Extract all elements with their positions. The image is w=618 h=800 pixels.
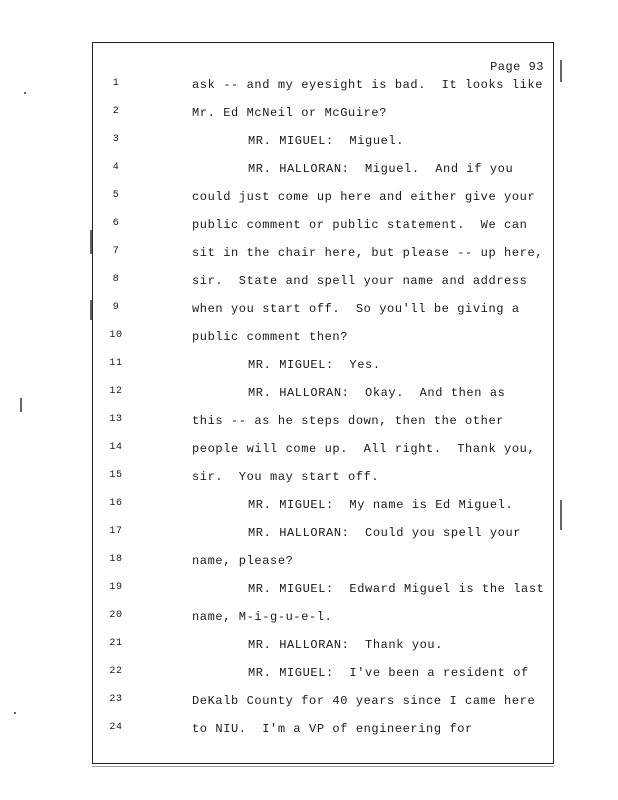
transcript-line bbox=[92, 274, 554, 302]
transcript-line bbox=[92, 554, 554, 582]
transcript-lines bbox=[92, 78, 554, 750]
line-text: when you start off. So you'll be giving a bbox=[192, 302, 520, 316]
line-text: public comment or public statement. We can bbox=[192, 218, 528, 232]
line-number: 23 bbox=[109, 694, 123, 705]
line-number: 18 bbox=[109, 554, 123, 565]
line-number: 13 bbox=[109, 414, 123, 425]
transcript-line bbox=[92, 526, 554, 554]
transcript-line bbox=[92, 666, 554, 694]
transcript-line bbox=[92, 722, 554, 750]
line-text: MR. HALLORAN: Could you spell your bbox=[248, 526, 522, 540]
scan-speck bbox=[90, 300, 92, 320]
scan-speck bbox=[14, 712, 16, 714]
line-text: people will come up. All right. Thank you, bbox=[192, 442, 536, 456]
transcript-line bbox=[92, 386, 554, 414]
transcript-line bbox=[92, 190, 554, 218]
scan-speck bbox=[560, 60, 562, 82]
line-text: MR. HALLORAN: Okay. And then as bbox=[248, 386, 506, 400]
line-text: MR. HALLORAN: Miguel. And if you bbox=[248, 162, 514, 176]
line-text: sir. State and spell your name and address bbox=[192, 274, 528, 288]
transcript-line bbox=[92, 330, 554, 358]
line-text: MR. HALLORAN: Thank you. bbox=[248, 638, 444, 652]
transcript-line bbox=[92, 442, 554, 470]
line-number: 22 bbox=[109, 666, 123, 677]
line-text: MR. MIGUEL: I've been a resident of bbox=[248, 666, 529, 680]
line-number: 1 bbox=[112, 78, 120, 89]
line-number: 8 bbox=[112, 274, 120, 285]
line-text: ask -- and my eyesight is bad. It looks like bbox=[192, 78, 544, 92]
line-text: could just come up here and either give your bbox=[192, 190, 536, 204]
transcript-line bbox=[92, 78, 554, 106]
line-text: MR. MIGUEL: My name is Ed Miguel. bbox=[248, 498, 514, 512]
transcript-line bbox=[92, 218, 554, 246]
line-number: 17 bbox=[109, 526, 123, 537]
page-number: Page 93 bbox=[490, 60, 544, 74]
line-number: 12 bbox=[109, 386, 123, 397]
line-text: MR. MIGUEL: Yes. bbox=[248, 358, 381, 372]
line-number: 14 bbox=[109, 442, 123, 453]
line-text: MR. MIGUEL: Edward Miguel is the last bbox=[248, 582, 545, 596]
line-number: 9 bbox=[112, 302, 120, 313]
line-number: 10 bbox=[109, 330, 123, 341]
line-number: 19 bbox=[109, 582, 123, 593]
transcript-line bbox=[92, 638, 554, 666]
scan-speck bbox=[560, 500, 562, 530]
transcript-line bbox=[92, 498, 554, 526]
bottom-rule bbox=[92, 766, 554, 767]
scan-speck bbox=[24, 92, 26, 94]
line-number: 6 bbox=[112, 218, 120, 229]
transcript-line bbox=[92, 414, 554, 442]
transcript-line bbox=[92, 162, 554, 190]
transcript-line bbox=[92, 246, 554, 274]
transcript-line bbox=[92, 358, 554, 386]
line-number: 15 bbox=[109, 470, 123, 481]
line-number: 2 bbox=[112, 106, 120, 117]
transcript-line bbox=[92, 302, 554, 330]
line-text: sir. You may start off. bbox=[192, 470, 380, 484]
transcript-line bbox=[92, 106, 554, 134]
line-number: 7 bbox=[112, 246, 120, 257]
line-number: 11 bbox=[109, 358, 123, 369]
line-number: 5 bbox=[112, 190, 120, 201]
scan-speck bbox=[90, 230, 92, 254]
line-text: public comment then? bbox=[192, 330, 349, 344]
transcript-line bbox=[92, 610, 554, 638]
line-text: this -- as he steps down, then the other bbox=[192, 414, 505, 428]
line-number: 20 bbox=[109, 610, 123, 621]
transcript-line bbox=[92, 694, 554, 722]
line-text: to NIU. I'm a VP of engineering for bbox=[192, 722, 473, 736]
line-number: 16 bbox=[109, 498, 123, 509]
line-text: DeKalb County for 40 years since I came here bbox=[192, 694, 536, 708]
transcript-line bbox=[92, 134, 554, 162]
line-text: sit in the chair here, but please -- up here, bbox=[192, 246, 544, 260]
line-text: Mr. Ed McNeil or McGuire? bbox=[192, 106, 388, 120]
transcript-line bbox=[92, 470, 554, 498]
line-number: 3 bbox=[112, 134, 120, 145]
transcript-line bbox=[92, 582, 554, 610]
line-number: 21 bbox=[109, 638, 123, 649]
line-text: name, M-i-g-u-e-l. bbox=[192, 610, 333, 624]
scan-speck bbox=[20, 398, 22, 412]
line-number: 4 bbox=[112, 162, 120, 173]
line-number: 24 bbox=[109, 722, 123, 733]
line-text: name, please? bbox=[192, 554, 294, 568]
line-text: MR. MIGUEL: Miguel. bbox=[248, 134, 405, 148]
